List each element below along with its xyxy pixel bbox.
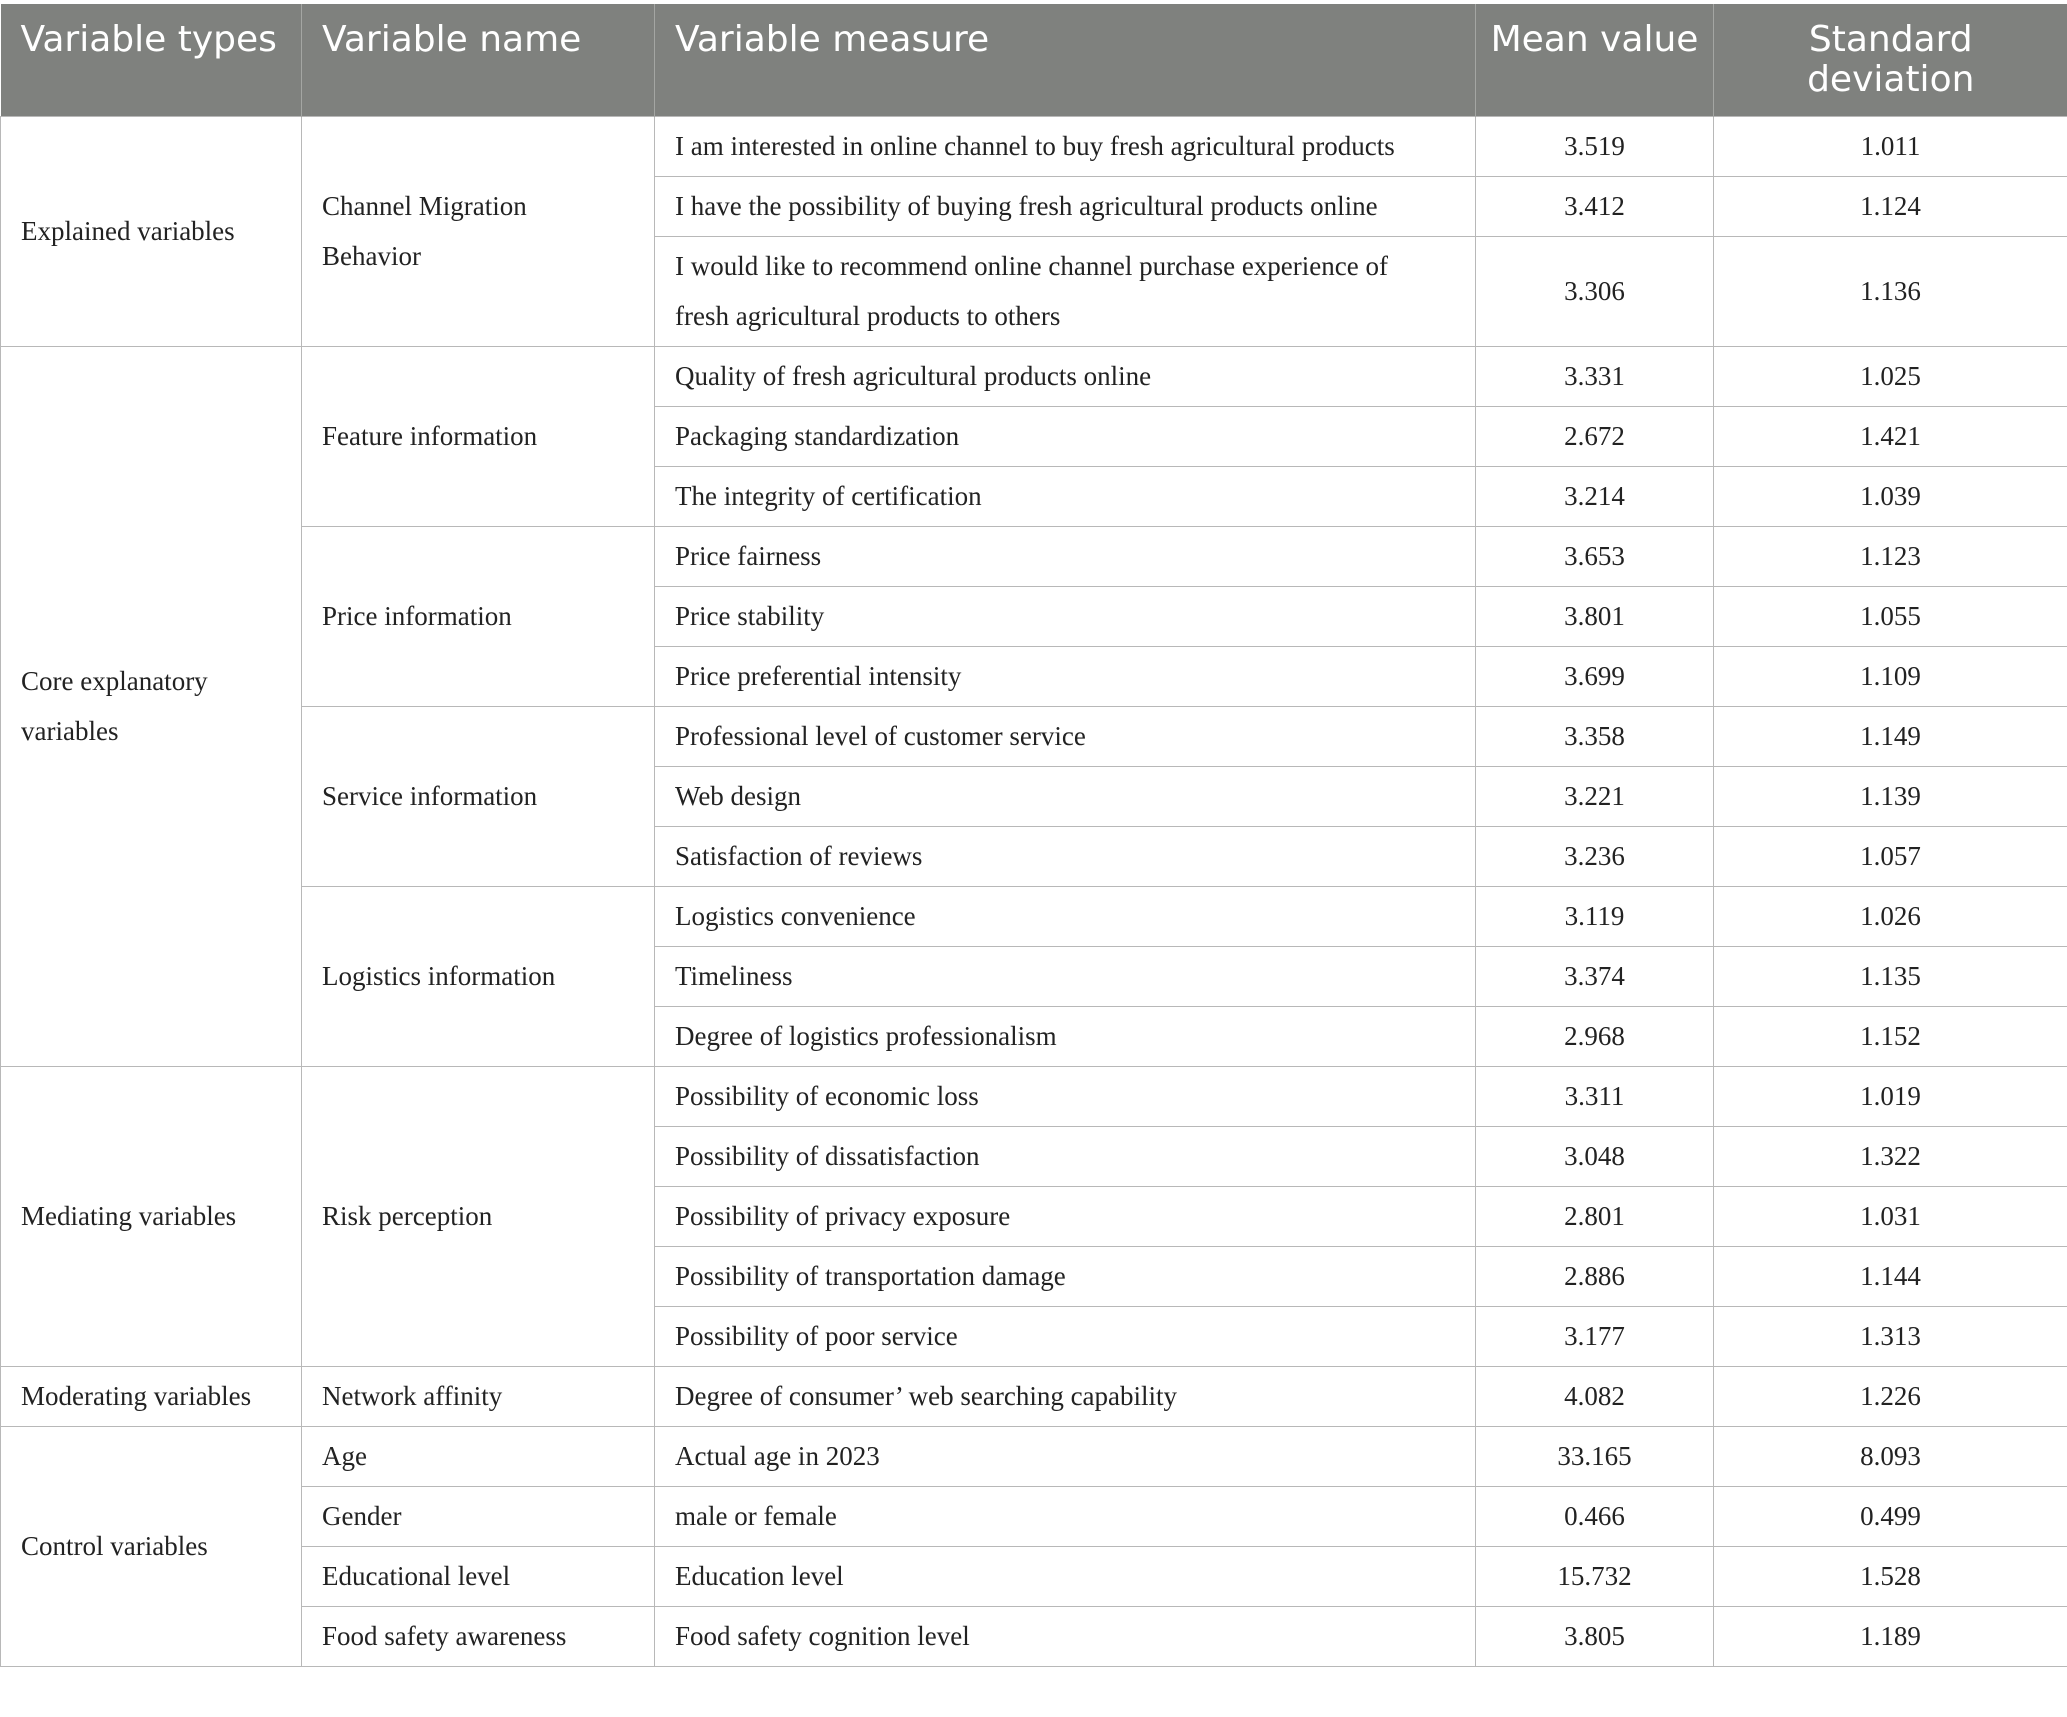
- measure-cell: Food safety cognition level: [655, 1606, 1476, 1666]
- measure-cell: Price preferential intensity: [655, 646, 1476, 706]
- measure-cell: Web design: [655, 766, 1476, 826]
- measure-line1: I would like to recommend online channel purchase experience of: [675, 251, 1388, 281]
- name-price-information: Price information: [302, 526, 655, 706]
- header-sd-line1: Standard: [1808, 19, 1973, 60]
- measure-line2: fresh agricultural products to others: [675, 301, 1061, 331]
- measure-cell: Possibility of dissatisfaction: [655, 1126, 1476, 1186]
- sd-cell: 1.139: [1714, 766, 2067, 826]
- table-row: [1, 706, 2067, 766]
- mean-cell: 3.177: [1476, 1306, 1714, 1366]
- sd-cell: 1.026: [1714, 886, 2067, 946]
- mean-cell: 3.374: [1476, 946, 1714, 1006]
- mean-cell: 3.214: [1476, 466, 1714, 526]
- table-row: [1, 346, 2067, 406]
- sd-cell: 1.313: [1714, 1306, 2067, 1366]
- measure-cell: Possibility of transportation damage: [655, 1246, 1476, 1306]
- mean-cell: 3.236: [1476, 826, 1714, 886]
- name-gender: Gender: [302, 1486, 655, 1546]
- mean-cell: 15.732: [1476, 1546, 1714, 1606]
- name-risk-perception: Risk perception: [302, 1066, 655, 1366]
- header-variable-types: Variable types: [1, 4, 302, 116]
- name-cmb-line2: Behavior: [322, 241, 421, 271]
- header-row: [1, 4, 2067, 116]
- sd-cell: 1.124: [1714, 176, 2067, 236]
- name-cmb-line1: Channel Migration: [322, 191, 527, 221]
- name-feature-information: Feature information: [302, 346, 655, 526]
- variables-table: [0, 4, 2067, 1667]
- table-row: [1, 1426, 2067, 1486]
- measure-cell: Packaging standardization: [655, 406, 1476, 466]
- sd-cell: 1.528: [1714, 1546, 2067, 1606]
- group-moderating-variables: Moderating variables: [1, 1366, 302, 1426]
- group-core-line1: Core explanatory: [21, 666, 208, 696]
- table-row: [1, 1486, 2067, 1546]
- header-sd-line2: deviation: [1807, 59, 1975, 100]
- mean-cell: 3.805: [1476, 1606, 1714, 1666]
- table-row: [1, 116, 2067, 176]
- measure-cell: Actual age in 2023: [655, 1426, 1476, 1486]
- mean-cell: 3.119: [1476, 886, 1714, 946]
- mean-cell: 3.801: [1476, 586, 1714, 646]
- measure-cell: male or female: [655, 1486, 1476, 1546]
- sd-cell: 1.421: [1714, 406, 2067, 466]
- measure-cell: Possibility of economic loss: [655, 1066, 1476, 1126]
- sd-cell: 1.057: [1714, 826, 2067, 886]
- sd-cell: 1.123: [1714, 526, 2067, 586]
- measure-cell: Price fairness: [655, 526, 1476, 586]
- header-standard-deviation: [1714, 4, 2067, 116]
- sd-cell: 1.055: [1714, 586, 2067, 646]
- name-age: Age: [302, 1426, 655, 1486]
- sd-cell: 1.019: [1714, 1066, 2067, 1126]
- measure-cell: Satisfaction of reviews: [655, 826, 1476, 886]
- header-variable-measure: Variable measure: [655, 4, 1476, 116]
- mean-cell: 2.672: [1476, 406, 1714, 466]
- table-row: [1, 526, 2067, 586]
- group-core-line2: variables: [21, 716, 119, 746]
- mean-cell: 0.466: [1476, 1486, 1714, 1546]
- sd-cell: 0.499: [1714, 1486, 2067, 1546]
- table-row: [1, 1066, 2067, 1126]
- measure-cell: Logistics convenience: [655, 886, 1476, 946]
- header-variable-name: Variable name: [302, 4, 655, 116]
- measure-cell: [655, 236, 1476, 346]
- sd-cell: 1.135: [1714, 946, 2067, 1006]
- measure-cell: I am interested in online channel to buy fresh agricultural products: [655, 116, 1476, 176]
- mean-cell: 3.653: [1476, 526, 1714, 586]
- measure-cell: The integrity of certification: [655, 466, 1476, 526]
- sd-cell: 1.322: [1714, 1126, 2067, 1186]
- mean-cell: 3.331: [1476, 346, 1714, 406]
- table-row: [1, 886, 2067, 946]
- mean-cell: 2.801: [1476, 1186, 1714, 1246]
- table-row: [1, 1606, 2067, 1666]
- measure-cell: Education level: [655, 1546, 1476, 1606]
- measure-cell: I have the possibility of buying fresh agricultural products online: [655, 176, 1476, 236]
- sd-cell: 1.144: [1714, 1246, 2067, 1306]
- name-network-affinity: Network affinity: [302, 1366, 655, 1426]
- mean-cell: 2.886: [1476, 1246, 1714, 1306]
- mean-cell: 3.519: [1476, 116, 1714, 176]
- mean-cell: 3.699: [1476, 646, 1714, 706]
- measure-cell: Possibility of privacy exposure: [655, 1186, 1476, 1246]
- name-service-information: Service information: [302, 706, 655, 886]
- sd-cell: 1.031: [1714, 1186, 2067, 1246]
- mean-cell: 3.306: [1476, 236, 1714, 346]
- measure-cell: Timeliness: [655, 946, 1476, 1006]
- mean-cell: 3.358: [1476, 706, 1714, 766]
- header-mean-value: Mean value: [1476, 4, 1714, 116]
- name-food-safety-awareness: Food safety awareness: [302, 1606, 655, 1666]
- sd-cell: 1.149: [1714, 706, 2067, 766]
- sd-cell: 1.189: [1714, 1606, 2067, 1666]
- measure-cell: Degree of consumer’ web searching capability: [655, 1366, 1476, 1426]
- sd-cell: 1.039: [1714, 466, 2067, 526]
- mean-cell: 3.048: [1476, 1126, 1714, 1186]
- measure-cell: Price stability: [655, 586, 1476, 646]
- table-row: [1, 1546, 2067, 1606]
- sd-cell: 8.093: [1714, 1426, 2067, 1486]
- name-channel-migration-behavior: [302, 116, 655, 346]
- mean-cell: 3.311: [1476, 1066, 1714, 1126]
- measure-cell: Degree of logistics professionalism: [655, 1006, 1476, 1066]
- measure-cell: Quality of fresh agricultural products online: [655, 346, 1476, 406]
- mean-cell: 2.968: [1476, 1006, 1714, 1066]
- measure-cell: Professional level of customer service: [655, 706, 1476, 766]
- group-control-variables: Control variables: [1, 1426, 302, 1666]
- group-core-explanatory-variables: [1, 346, 302, 1066]
- measure-cell: Possibility of poor service: [655, 1306, 1476, 1366]
- group-mediating-variables: Mediating variables: [1, 1066, 302, 1366]
- sd-cell: 1.109: [1714, 646, 2067, 706]
- sd-cell: 1.136: [1714, 236, 2067, 346]
- mean-cell: 3.412: [1476, 176, 1714, 236]
- sd-cell: 1.226: [1714, 1366, 2067, 1426]
- sd-cell: 1.025: [1714, 346, 2067, 406]
- group-explained-variables: Explained variables: [1, 116, 302, 346]
- mean-cell: 33.165: [1476, 1426, 1714, 1486]
- sd-cell: 1.152: [1714, 1006, 2067, 1066]
- name-logistics-information: Logistics information: [302, 886, 655, 1066]
- table-row: [1, 1366, 2067, 1426]
- mean-cell: 4.082: [1476, 1366, 1714, 1426]
- mean-cell: 3.221: [1476, 766, 1714, 826]
- sd-cell: 1.011: [1714, 116, 2067, 176]
- name-educational-level: Educational level: [302, 1546, 655, 1606]
